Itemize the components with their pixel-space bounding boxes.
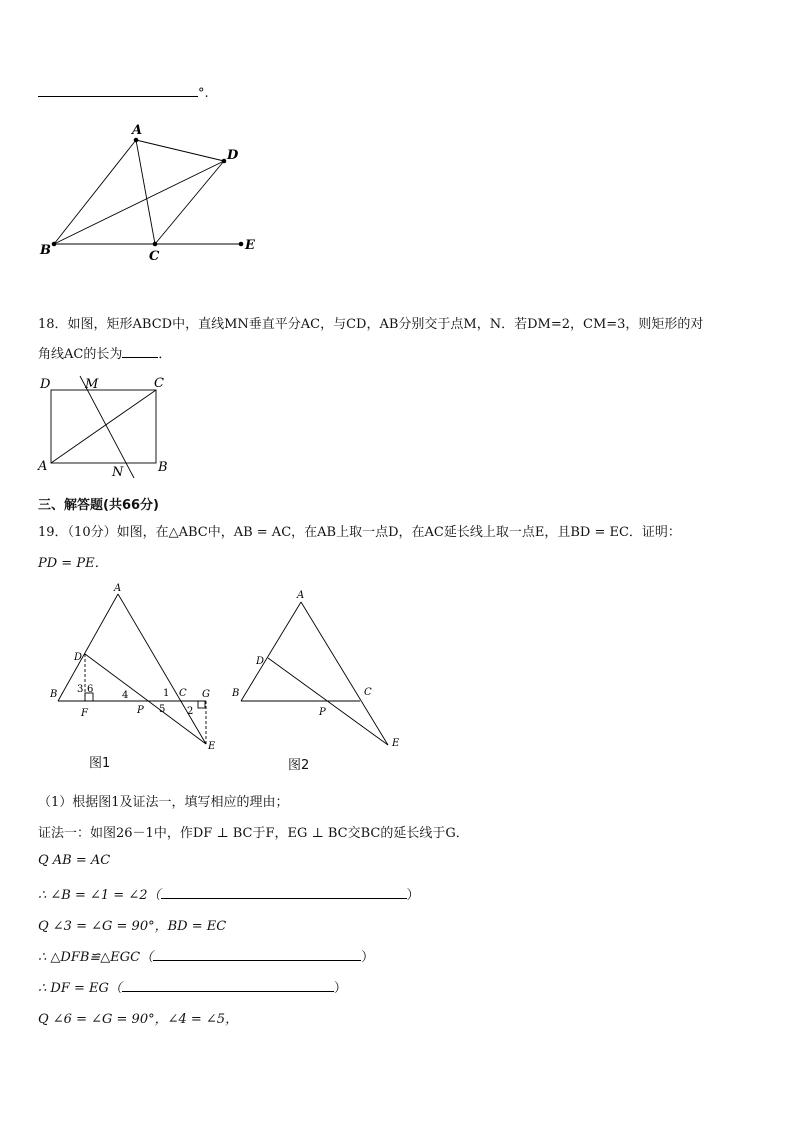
proof-step-5-close: ） xyxy=(333,981,347,996)
proof-step-4-text: ∴ △DFB≌△EGC（ xyxy=(38,950,154,965)
label-a: A xyxy=(132,123,143,138)
proof-step-5 xyxy=(38,977,347,996)
reason-blank-1[interactable] xyxy=(161,886,407,899)
segment-ac xyxy=(136,140,155,244)
proof-step-3 xyxy=(38,915,226,934)
proof-step-6 xyxy=(38,1008,238,1027)
label-m: M xyxy=(85,377,99,392)
label-c: C xyxy=(179,688,187,699)
right-angle-g xyxy=(198,701,205,708)
q18-line2 xyxy=(38,343,171,362)
label-b: B xyxy=(40,243,51,258)
proof-step-2 xyxy=(38,884,420,903)
label-c: C xyxy=(364,687,372,698)
point-b xyxy=(52,242,57,247)
segment-de xyxy=(85,654,206,744)
label-a: A xyxy=(38,459,48,474)
label-n: N xyxy=(112,465,124,480)
q17-tail: °. xyxy=(198,86,209,101)
answer-blank[interactable] xyxy=(38,84,198,97)
segment-ad xyxy=(136,140,224,161)
segment-ae xyxy=(118,594,206,744)
label-d: D xyxy=(256,656,265,667)
label-b: B xyxy=(50,689,58,700)
proof-step-4-close: ） xyxy=(361,950,375,965)
segment-bd xyxy=(54,161,224,244)
q18-line2-end: ． xyxy=(158,347,172,362)
angle-6: 6 xyxy=(87,684,94,695)
label-d: D xyxy=(227,148,239,163)
angle-4: 4 xyxy=(122,690,129,701)
label-c: C xyxy=(154,376,164,391)
q19-figure-1 xyxy=(40,582,230,752)
label-f: F xyxy=(81,708,88,719)
q19-line1: 19．（10分）如图，在△ABC中，AB = AC，在AB上取一点D，在AC延长线上取一点E，且BD = EC．证明： xyxy=(38,525,681,540)
q18-figure xyxy=(34,372,184,482)
label-p: P xyxy=(319,707,326,718)
angle-2: 2 xyxy=(187,706,194,717)
diagonal-ac xyxy=(51,390,156,463)
proof-step-5-text: ∴ DF = EG（ xyxy=(38,981,122,996)
proof-step-2-close: ） xyxy=(406,888,420,903)
segment-cd xyxy=(155,161,224,244)
q17-figure xyxy=(30,118,270,268)
angle-1: 1 xyxy=(163,688,170,699)
label-d: D xyxy=(40,377,51,392)
label-e: E xyxy=(208,741,216,752)
label-c: C xyxy=(149,249,160,264)
label-a: A xyxy=(297,590,305,601)
q18-line1: 18．如图，矩形ABCD中，直线MN垂直平分AC，与CD，AB分别交于点M，N．若DM=2，CM=3，则矩形的对 xyxy=(38,317,704,332)
point-d xyxy=(222,159,227,164)
angle-3: 3 xyxy=(77,684,84,695)
figure-2-caption: 图2 xyxy=(288,758,310,773)
q19-line2: PD = PE． xyxy=(38,556,108,571)
reason-blank-3[interactable] xyxy=(122,979,334,992)
label-d: D xyxy=(74,652,83,663)
proof-intro: 证法一：如图26－1中，作DF ⊥ BC于F，EG ⊥ BC交BC的延长线于G． xyxy=(38,826,469,841)
q17-answer-line xyxy=(38,84,209,101)
label-g: G xyxy=(202,689,210,700)
answer-blank[interactable] xyxy=(122,345,158,358)
angle-5: 5 xyxy=(159,704,166,715)
label-e: E xyxy=(245,238,255,253)
point-c xyxy=(153,242,158,247)
label-b: B xyxy=(232,688,240,699)
point-a xyxy=(134,138,139,143)
segment-ab xyxy=(241,602,301,701)
label-p: P xyxy=(137,705,144,716)
segment-ae xyxy=(301,602,388,745)
proof-step-3-text: Q ∠3 = ∠G = 90°，BD = EC xyxy=(38,919,227,934)
label-e: E xyxy=(392,738,400,749)
reason-blank-2[interactable] xyxy=(153,948,361,961)
label-b: B xyxy=(158,460,168,475)
proof-step-2-text: ∴ ∠B = ∠1 = ∠2（ xyxy=(38,888,161,903)
q19-part1: （1）根据图1及证法一，填写相应的理由； xyxy=(38,795,289,810)
figure-1-caption: 图1 xyxy=(89,756,111,771)
proof-step-1-text: Q AB = AC xyxy=(38,853,111,868)
segment-de xyxy=(268,658,388,745)
segment-ab xyxy=(54,140,136,244)
point-e xyxy=(239,242,244,247)
label-a: A xyxy=(114,583,122,594)
section-heading: 三、解答题(共66分) xyxy=(38,498,159,513)
proof-step-6-text: Q ∠6 = ∠G = 90°，∠4 = ∠5， xyxy=(38,1012,239,1027)
proof-step-4 xyxy=(38,946,374,965)
q19-figure-2 xyxy=(228,585,408,755)
proof-step-1 xyxy=(38,853,110,868)
q18-line2-text: 角线AC的长为 xyxy=(38,347,123,362)
